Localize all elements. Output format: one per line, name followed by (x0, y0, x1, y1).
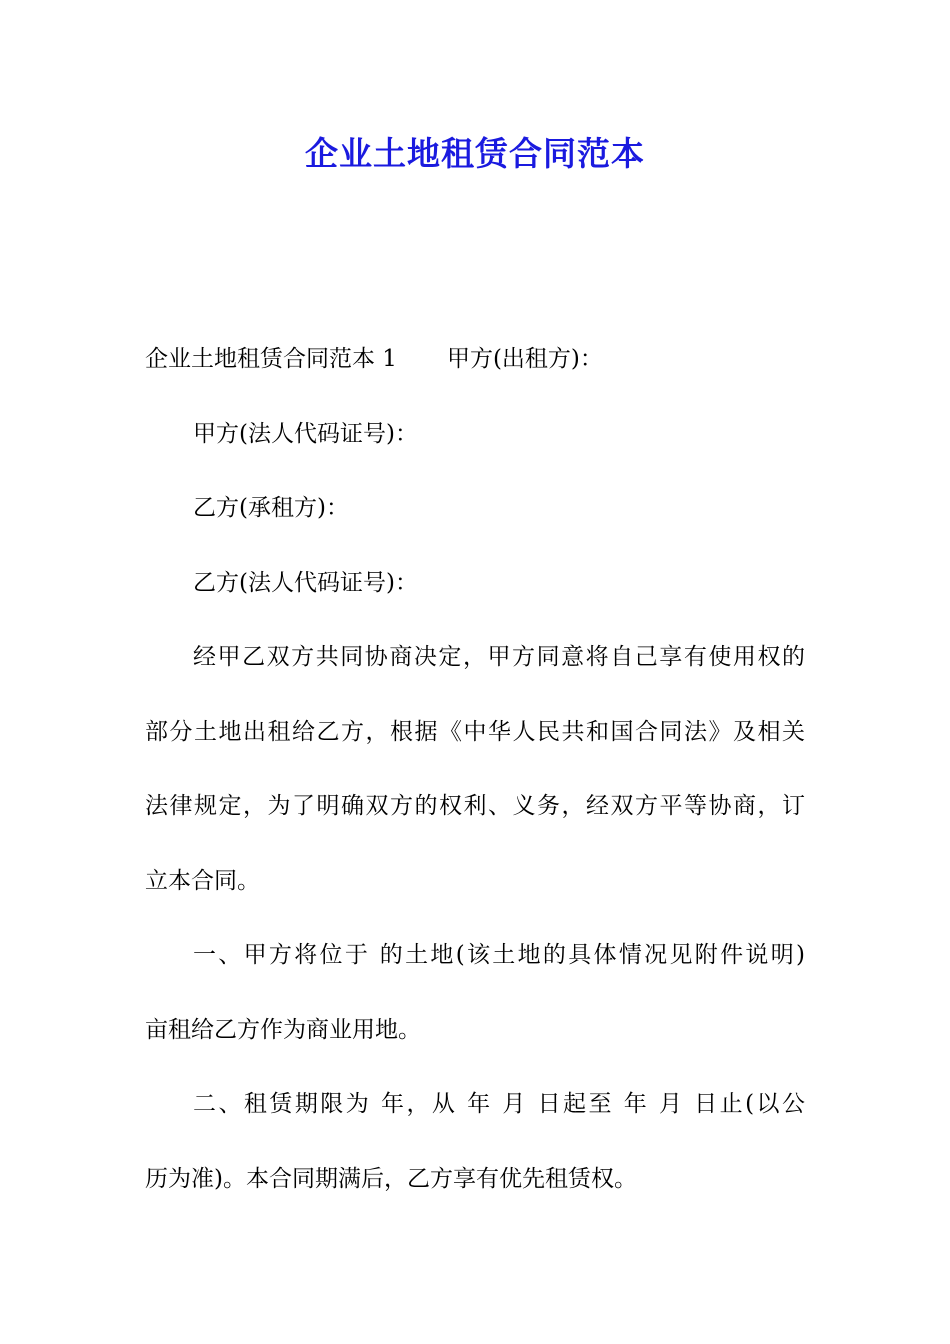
clause-two-line: 历为准)。本合同期满后，乙方享有优先租赁权。 (145, 1165, 637, 1192)
party-b-lessee-line: 乙方(承租方)： (193, 495, 349, 521)
clause-one-line: 一、甲方将位于 的土地(该土地的具体情况见附件说明) (193, 942, 805, 968)
party-b-code-line: 乙方(法人代码证号)： (193, 569, 418, 596)
paragraph-line: 部分土地出租给乙方，根据《中华人民共和国合同法》及相关 (145, 718, 805, 745)
clause-one-line: 亩租给乙方作为商业用地。 (145, 1016, 421, 1043)
paragraph-line: 立本合同。 (145, 867, 260, 894)
heading-line (145, 338, 805, 413)
clause-two-line: 二、租赁期限为 年，从 年 月 日起至 年 月 日止(以公 (193, 1091, 805, 1117)
document-title: 企业土地租赁合同范本 (305, 134, 645, 173)
party-a-code-line: 甲方(法人代码证号)： (193, 420, 418, 447)
party-a-lessor-label: 甲方(出租方)： (446, 346, 603, 372)
contract-number-label: 企业土地租赁合同范本 1 (145, 346, 397, 372)
paragraph-line: 经甲乙双方共同协商决定，甲方同意将自己享有使用权的 (193, 644, 805, 670)
document-body (145, 338, 805, 1232)
paragraph-line: 法律规定，为了明确双方的权利、义务，经双方平等协商，订 (145, 793, 805, 819)
